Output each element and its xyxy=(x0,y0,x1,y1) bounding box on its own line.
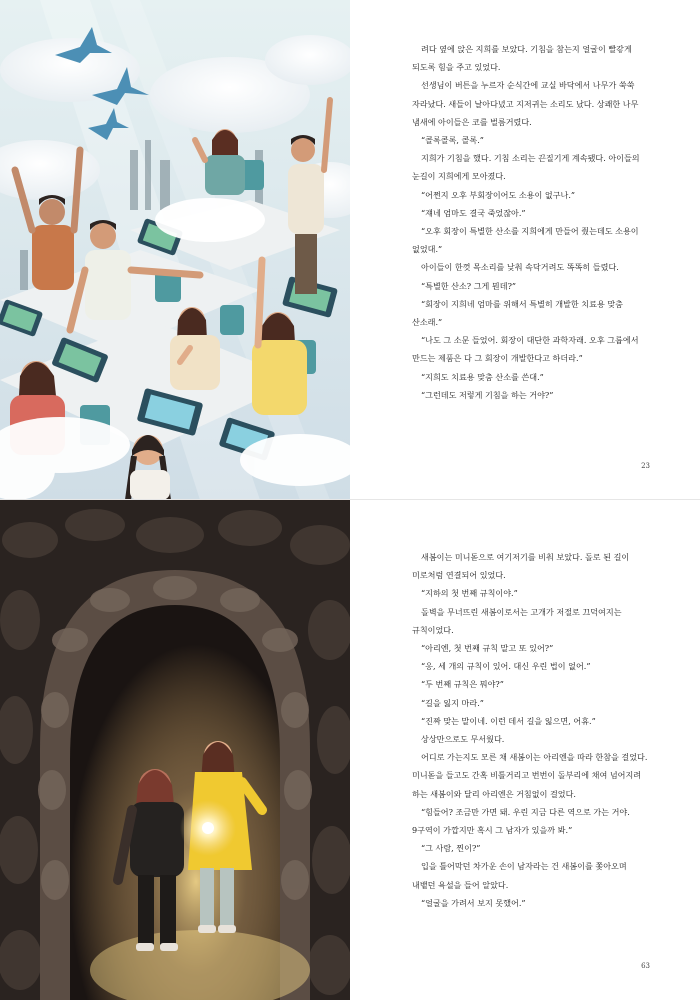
paragraph: “아리엔, 첫 번째 규칙 말고 또 있어?” xyxy=(421,643,554,654)
paragraph: 아이들이 한껏 목소리를 낮춰 속닥거려도 똑똑히 들렸다. xyxy=(421,262,619,273)
paragraph: 돌벽을 무너뜨린 새봄이로서는 고개가 저절로 끄덕여지는 규칙이었다. xyxy=(412,606,622,635)
page-number: 63 xyxy=(641,962,650,970)
paragraph: 선생님이 버튼을 누르자 순식간에 교실 바닥에서 나무가 쑥쑥 자라났다. 새들이 날아다녔고 지저귀는 소리도 났다. 상쾌한 나무 냄새에 아이들은 코를 벌름거렸다. xyxy=(412,80,639,127)
paragraph: “힘들어? 조금만 가면 돼. 우린 지금 다른 역으로 가는 거야. 9구역이 가깝지만 혹시 그 남자가 있을까 봐.” xyxy=(412,806,630,836)
paragraph: 상상만으로도 무서웠다. xyxy=(421,734,505,745)
paragraph: “그런데도 저렇게 기침을 하는 거야?” xyxy=(421,389,554,400)
classroom-illustration-svg xyxy=(0,0,350,500)
paragraph: 새봄이는 미니돋으로 여기저기를 비춰 보았다. 돌로 된 길이 미로처럼 연결되어 있었다. xyxy=(412,552,630,581)
text-page-23 xyxy=(350,0,700,500)
body-text xyxy=(412,548,652,912)
paragraph: “지하의 첫 번째 규칙이야.” xyxy=(421,588,518,599)
paragraph: “응, 세 개의 규칙이 있어. 대신 우린 법이 없어.” xyxy=(421,661,591,672)
paragraph: “얼굴을 가려서 보지 못했어.” xyxy=(421,897,526,908)
paragraph: “오후 회장이 특별한 산소를 지희에게 만들어 줬는데도 소용이 없었대.” xyxy=(412,226,639,255)
paragraph: “그 사람, 찐이?” xyxy=(421,843,481,854)
paragraph: 지희가 기침을 했다. 기침 소리는 끈질기게 계속됐다. 아이들의 눈길이 지희에게 모아졌다. xyxy=(412,153,640,182)
paragraph: “나도 그 소문 들었어. 회장이 대단한 과학자래. 오후 그룹에서 만드는 제품은 다 그 회장이 개발한다고 하더라.” xyxy=(412,335,639,364)
illustration-classroom xyxy=(0,0,350,500)
paragraph: 려다 옆에 앉은 지희를 보았다. 기침을 참는지 얼굴이 빨갛게 되도록 힘을 주고 있었다. xyxy=(412,44,632,73)
paragraph: “지희도 치료용 맞춤 산소를 쓴대.” xyxy=(421,371,544,382)
paragraph: “두 번째 규칙은 뭐야?” xyxy=(421,679,504,690)
body-text xyxy=(412,40,652,404)
tunnel-illustration-svg xyxy=(0,500,350,1000)
paragraph: “쟤네 엄마도 결국 죽었잖아.” xyxy=(421,207,526,218)
paragraph: 입을 틀어막던 차가운 손이 남자라는 건 새봄이를 쫓아오며 내뱉던 욕설을 들어 알았다. xyxy=(412,861,627,890)
page-number: 23 xyxy=(641,462,650,470)
paragraph: “어쩐지 오후 부회장이어도 소용이 없구나.” xyxy=(421,189,576,200)
paragraph: “콜록콜록, 콜록.” xyxy=(421,135,484,146)
spread-page-63 xyxy=(0,500,700,1000)
paragraph: “특별한 산소? 그게 뭔데?” xyxy=(421,280,517,291)
text-page-63 xyxy=(350,500,700,1000)
paragraph: “길을 잃지 마라.” xyxy=(421,697,484,708)
paragraph: 어디로 가는지도 모른 채 새봄이는 아리엔을 따라 한참을 걸었다. 미니돋을 들고도 간혹 비틀거리고 번번이 돌부리에 채여 넘어지려 하는 새봄이와 달리 아리엔은 거침없이 걸었다. xyxy=(412,752,648,799)
paragraph: “회장이 지희네 엄마를 위해서 특별히 개발한 치료용 맞춤 산소래.” xyxy=(412,298,623,328)
paragraph: “진짜 맞는 말이네. 이런 데서 길을 잃으면, 어휴.” xyxy=(421,715,596,726)
illustration-tunnel xyxy=(0,500,350,1000)
